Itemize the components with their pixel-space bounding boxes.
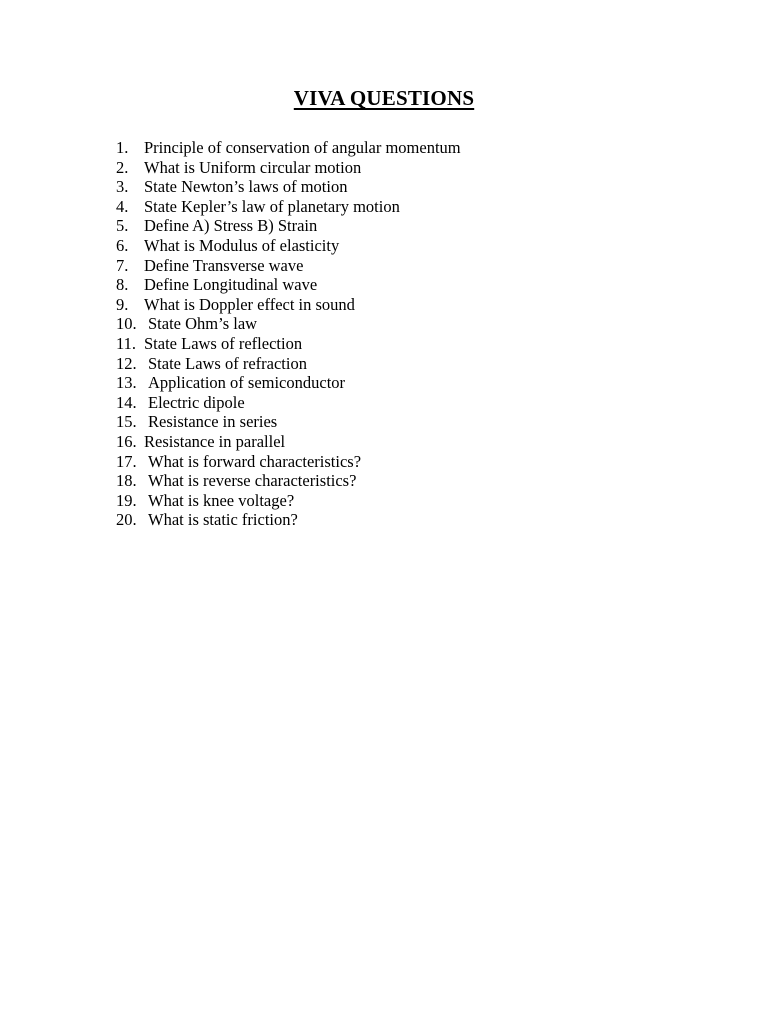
list-item: [116, 256, 461, 276]
item-text: What is Uniform circular motion: [144, 157, 362, 177]
item-text: State Newton’s laws of motion: [144, 177, 348, 197]
list-item: [116, 412, 461, 432]
list-item: [116, 197, 461, 217]
item-number: 14.: [116, 392, 137, 412]
item-text: What is static friction?: [148, 510, 298, 530]
item-text: Resistance in series: [148, 412, 278, 432]
item-text: What is Doppler effect in sound: [144, 294, 355, 314]
list-item: [116, 275, 461, 295]
item-number: 16.: [116, 431, 137, 451]
item-text: What is reverse characteristics?: [148, 471, 357, 491]
item-text: Electric dipole: [148, 392, 245, 412]
list-item: [116, 491, 461, 511]
list-item: [116, 236, 461, 256]
item-text: State Laws of reflection: [144, 333, 303, 353]
item-text: Application of semiconductor: [148, 373, 346, 393]
list-item: [116, 471, 461, 491]
item-number: 13.: [116, 373, 137, 393]
item-number: 6.: [116, 235, 129, 255]
item-number: 5.: [116, 216, 129, 236]
item-text: What is Modulus of elasticity: [144, 235, 340, 255]
item-text: What is knee voltage?: [148, 490, 295, 510]
list-item: [116, 452, 461, 472]
item-number: 4.: [116, 196, 129, 216]
list-item: [116, 295, 461, 315]
list-item: [116, 334, 461, 354]
item-text: Define A) Stress B) Strain: [144, 216, 318, 236]
list-item: [116, 138, 461, 158]
list-item: [116, 216, 461, 236]
list-item: [116, 373, 461, 393]
item-text: State Laws of refraction: [148, 353, 307, 373]
item-text: Resistance in parallel: [144, 431, 286, 451]
list-item: [116, 177, 461, 197]
item-text: Define Longitudinal wave: [144, 275, 318, 295]
item-number: 10.: [116, 314, 137, 334]
item-number: 9.: [116, 294, 129, 314]
item-number: 12.: [116, 353, 137, 373]
item-text: Define Transverse wave: [144, 255, 304, 275]
list-item: [116, 314, 461, 334]
question-list: [116, 138, 461, 530]
item-number: 1.: [116, 138, 129, 157]
list-item: [116, 158, 461, 178]
item-text: State Kepler’s law of planetary motion: [144, 196, 400, 216]
item-number: 17.: [116, 451, 137, 471]
item-number: 2.: [116, 157, 129, 177]
list-item: [116, 393, 461, 413]
item-number: 15.: [116, 412, 137, 432]
item-text: State Ohm’s law: [148, 314, 258, 334]
item-number: 20.: [116, 510, 137, 530]
list-item: [116, 432, 461, 452]
item-number: 18.: [116, 471, 137, 491]
list-item: [116, 510, 461, 530]
item-number: 11.: [116, 333, 137, 353]
list-item: [116, 354, 461, 374]
item-text: Principle of conservation of angular momentum: [144, 138, 461, 157]
page-title: VIVA QUESTIONS: [293, 86, 475, 110]
item-number: 3.: [116, 177, 129, 197]
item-number: 7.: [116, 255, 129, 275]
item-number: 19.: [116, 490, 137, 510]
item-text: What is forward characteristics?: [148, 451, 362, 471]
item-number: 8.: [116, 275, 129, 295]
